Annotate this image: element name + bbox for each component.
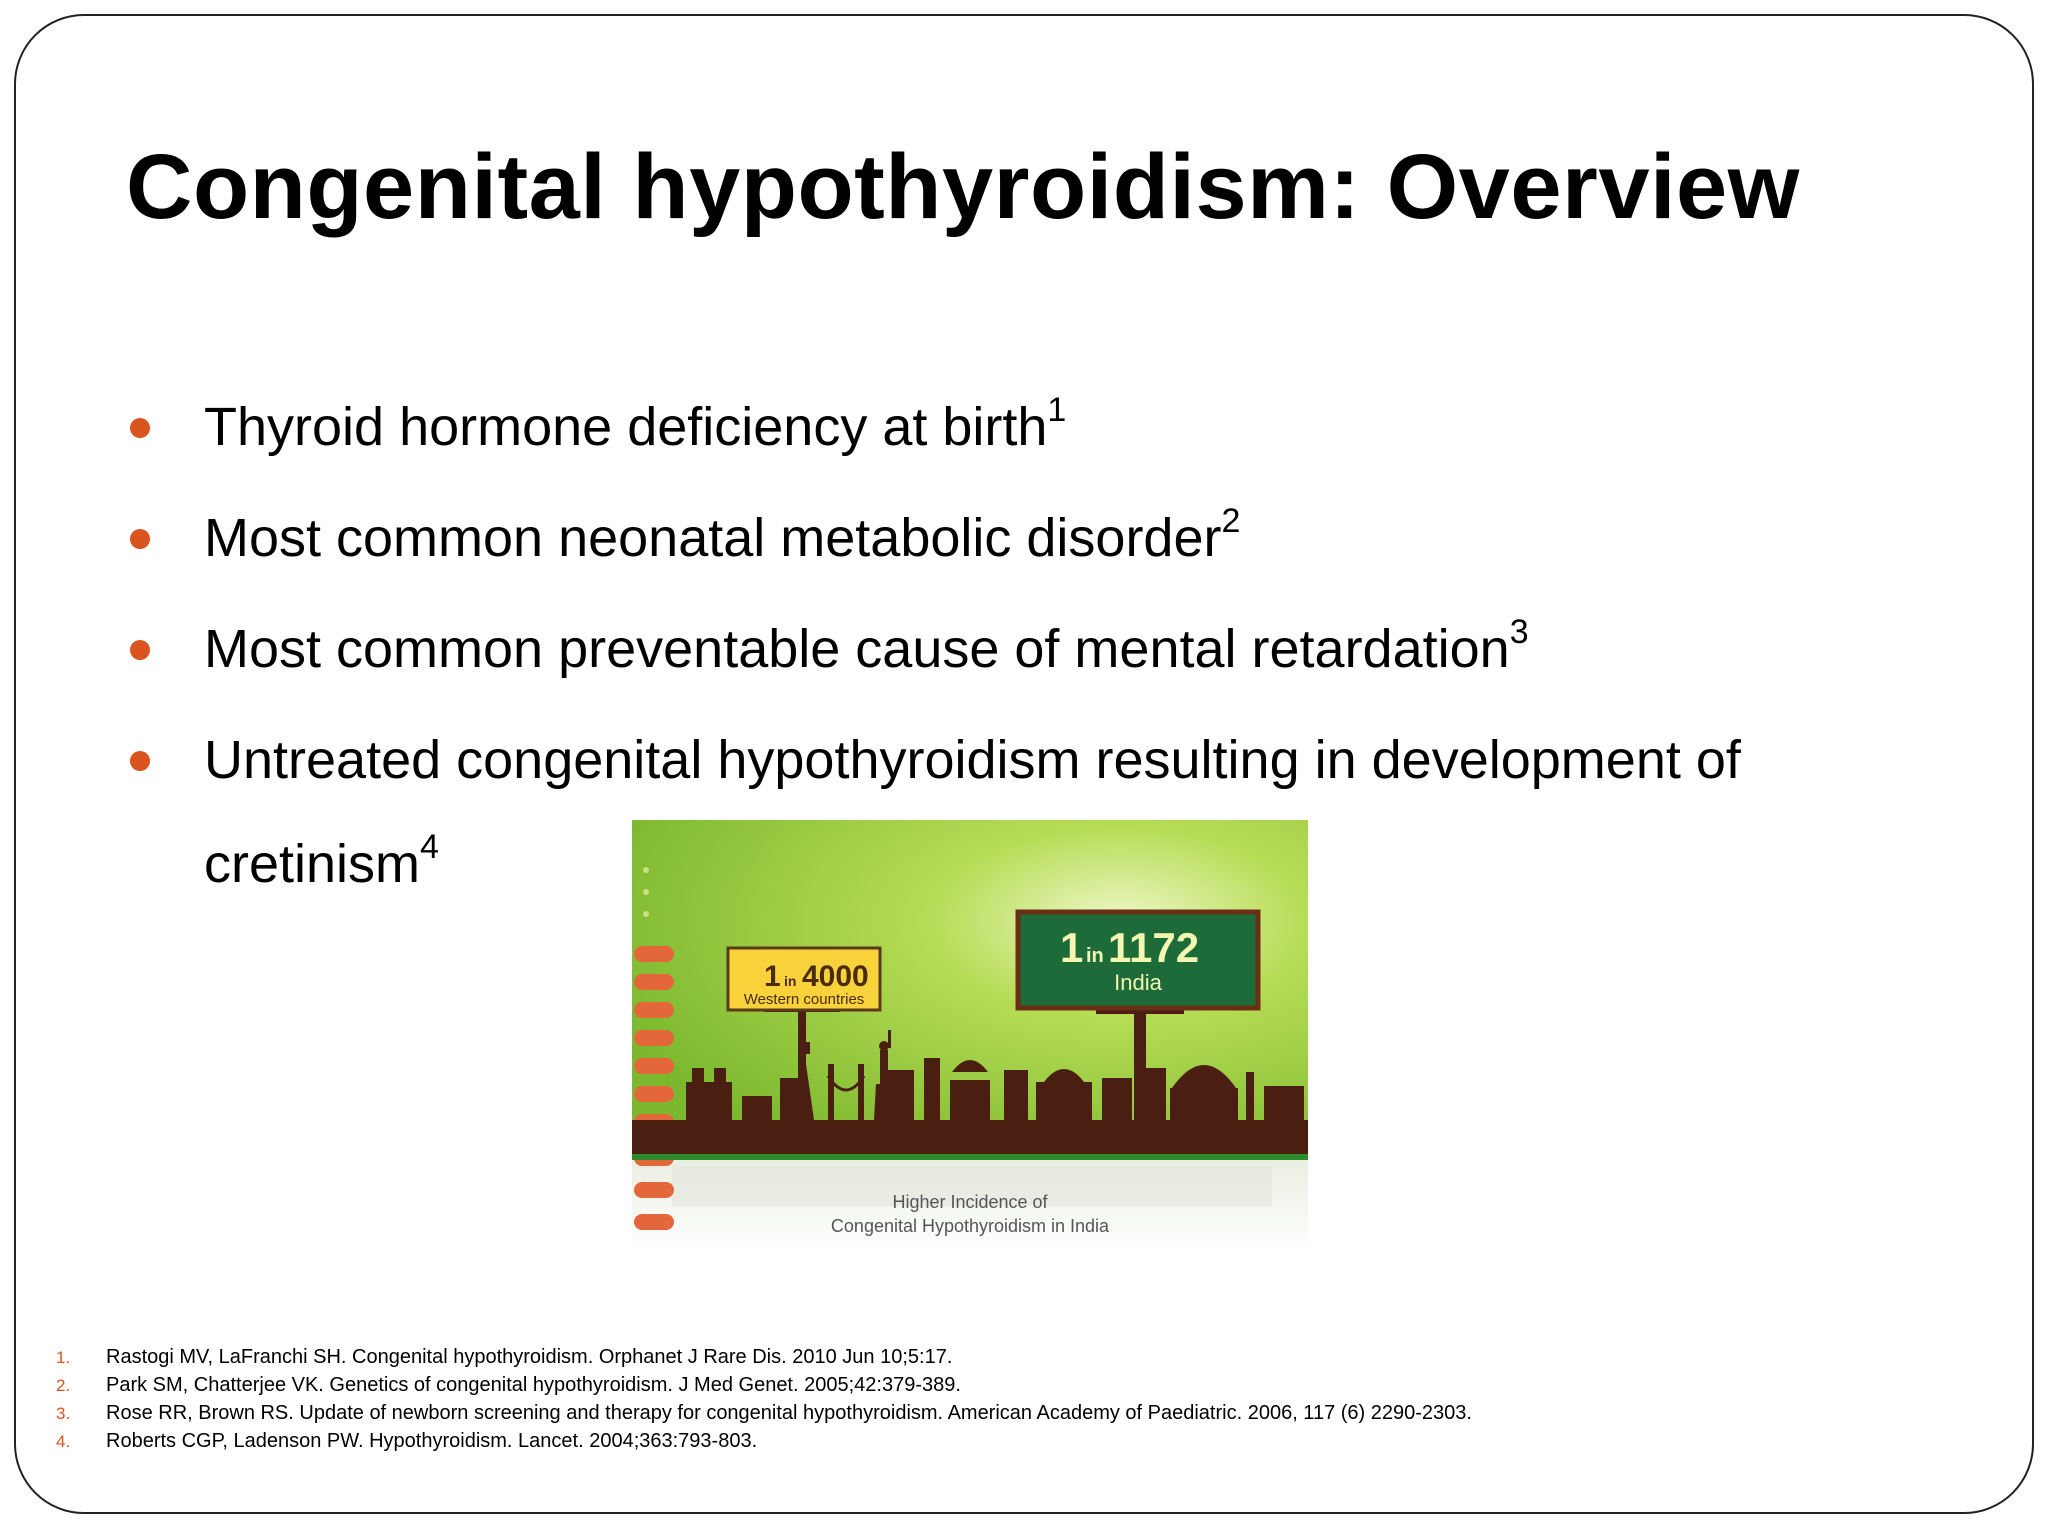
bullet-dot-icon [130,640,150,660]
reference-number: 4. [56,1432,71,1451]
infographic-caption-line2: Congenital Hypothyroidism in India [830,1216,1110,1236]
incidence-infographic [632,820,1308,1250]
infographic-caption-line1: Higher Incidence of [892,1192,1048,1212]
billboard-western-prefix: 1 [764,960,781,993]
bullet-dot-icon [130,418,150,438]
bullet-text: Most common neonatal metabolic disorder [204,508,1222,568]
reference-text: Rastogi MV, LaFranchi SH. Congenital hypothyroidism. Orphanet J Rare Dis. 2010 Jun 10;5:17. [106,1346,953,1368]
reference-text: Park SM, Chatterjee VK. Genetics of congenital hypothyroidism. J Med Genet. 2005;42:379-389. [106,1374,961,1396]
billboard-india-value: 1172 [1108,924,1200,971]
reference-number: 2. [56,1376,71,1395]
reference-item [50,1427,1650,1455]
billboard-western-label: Western countries [743,991,865,1008]
reference-list [50,1343,1650,1455]
billboard-western-in: in [784,973,797,989]
reference-item [50,1371,1650,1399]
bullet-reference-sup: 1 [1047,391,1067,429]
bullet-reference-sup: 2 [1221,502,1241,540]
billboard-india-prefix: 1 [1060,924,1084,971]
bullet-text-line2: cretinism [204,834,421,894]
bullet-reference-sup: 3 [1509,613,1529,651]
bullet-reference-sup: 4 [420,828,439,866]
bullet-dot-icon [130,751,150,771]
bullet-dot-icon [130,529,150,549]
reference-item [50,1399,1650,1427]
billboard-india-label: India [1114,970,1162,995]
bullet-text: Most common preventable cause of mental retardation [204,619,1510,679]
reference-number: 1. [56,1348,71,1367]
slide-title: Congenital hypothyroidism: Overview [126,136,1800,238]
billboard-western-value: 4000 [802,960,869,993]
bullet-item [126,486,1926,597]
reference-text: Rose RR, Brown RS. Update of newborn screening and therapy for congenital hypothyroidism. American Academy of Paediatric. 2006, 117 (6) 2290-2303. [106,1402,1472,1424]
bullet-item [126,375,1926,486]
bullet-item [126,597,1926,708]
bullet-text: Thyroid hormone deficiency at birth [204,397,1048,457]
reference-number: 3. [56,1404,71,1423]
reference-item [50,1343,1650,1371]
bullet-text-line1: Untreated congenital hypothyroidism resulting in development of [204,730,1741,790]
side-menu-pills [634,946,674,1230]
billboard-india-in: in [1086,945,1104,967]
reference-text: Roberts CGP, Ladenson PW. Hypothyroidism. Lancet. 2004;363:793-803. [106,1430,758,1452]
